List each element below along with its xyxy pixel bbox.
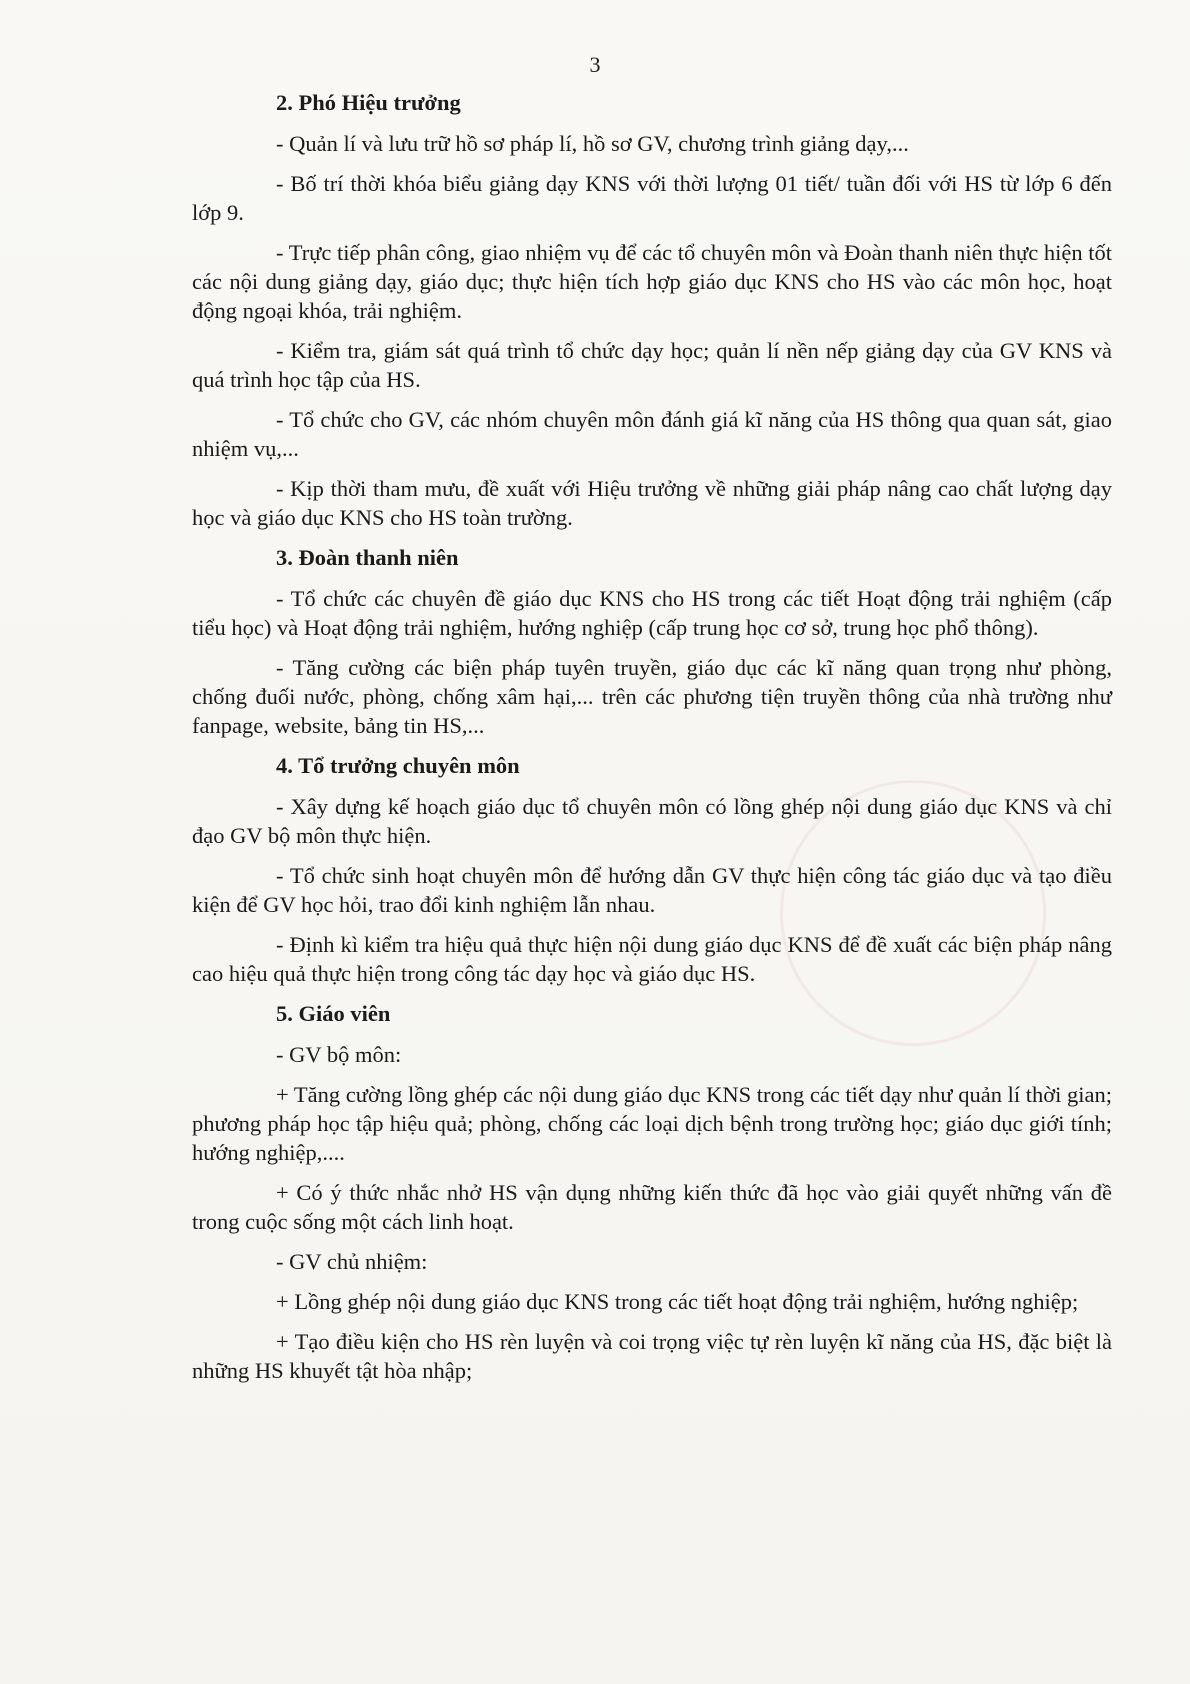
paragraph: - GV bộ môn: — [276, 1042, 402, 1067]
section-department-head — [192, 751, 1112, 988]
paragraph: + Lồng ghép nội dung giáo dục KNS trong các tiết hoạt động trải nghiệm, hướng nghiệp; — [276, 1289, 1079, 1314]
paragraph: + Tăng cường lồng ghép các nội dung giáo dục KNS trong các tiết dạy như quản lí thời gian; phương pháp học tập hiệu quả; phòng, chống các loại dịch bệnh trong trường học; giáo dục giới tính; hướng nghiệp,.... — [192, 1082, 1112, 1165]
page-number: 3 — [589, 52, 601, 77]
section-heading: 4. Tổ trưởng chuyên môn — [276, 753, 520, 778]
paragraph: - Bố trí thời khóa biểu giảng dạy KNS với thời lượng 01 tiết/ tuần đối với HS từ lớp 6 đến lớp 9. — [192, 171, 1112, 225]
paragraph: - Kịp thời tham mưu, đề xuất với Hiệu trưởng về những giải pháp nâng cao chất lượng dạy học và giáo dục KNS cho HS toàn trường. — [192, 476, 1112, 530]
paragraph: - Quản lí và lưu trữ hồ sơ pháp lí, hồ sơ GV, chương trình giảng dạy,... — [276, 131, 909, 156]
paragraph: - Định kì kiểm tra hiệu quả thực hiện nội dung giáo dục KNS để đề xuất các biện pháp nâng cao hiệu quả thực hiện trong công tác dạy học và giáo dục HS. — [192, 932, 1112, 986]
section-teachers — [192, 999, 1112, 1385]
paragraph: - GV chủ nhiệm: — [276, 1249, 428, 1274]
section-vice-principal — [192, 88, 1112, 532]
document-body — [192, 88, 1112, 1396]
paragraph: - Kiểm tra, giám sát quá trình tổ chức dạy học; quản lí nền nếp giảng dạy của GV KNS và quá trình học tập của HS. — [192, 338, 1112, 392]
section-heading: 2. Phó Hiệu trưởng — [276, 90, 461, 115]
paragraph: + Tạo điều kiện cho HS rèn luyện và coi trọng việc tự rèn luyện kĩ năng của HS, đặc biệt là những HS khuyết tật hòa nhập; — [192, 1329, 1112, 1383]
paragraph: - Xây dựng kế hoạch giáo dục tổ chuyên môn có lồng ghép nội dung giáo dục KNS và chỉ đạo GV bộ môn thực hiện. — [192, 794, 1112, 848]
paragraph: - Tổ chức các chuyên đề giáo dục KNS cho HS trong các tiết Hoạt động trải nghiệm (cấp tiểu học) và Hoạt động trải nghiệm, hướng nghiệp (cấp trung học cơ sở, trung học phổ thông). — [192, 586, 1112, 640]
section-heading: 5. Giáo viên — [276, 1001, 391, 1026]
paragraph: - Tổ chức sinh hoạt chuyên môn để hướng dẫn GV thực hiện công tác giáo dục và tạo điều kiện để GV học hỏi, trao đổi kinh nghiệm lẫn nhau. — [192, 863, 1112, 917]
section-youth-union — [192, 543, 1112, 740]
paragraph: - Tăng cường các biện pháp tuyên truyền, giáo dục các kĩ năng quan trọng như phòng, chống đuối nước, phòng, chống xâm hại,... trên các phương tiện truyền thông của nhà trường như fanpage, website, bảng tin HS,... — [192, 655, 1112, 738]
paragraph: + Có ý thức nhắc nhở HS vận dụng những kiến thức đã học vào giải quyết những vấn đề trong cuộc sống một cách linh hoạt. — [192, 1180, 1112, 1234]
paragraph: - Trực tiếp phân công, giao nhiệm vụ để các tổ chuyên môn và Đoàn thanh niên thực hiện tốt các nội dung giảng dạy, giáo dục; thực hiện tích hợp giáo dục KNS cho HS vào các môn học, hoạt động ngoại khóa, trải nghiệm. — [192, 240, 1112, 323]
paragraph: - Tổ chức cho GV, các nhóm chuyên môn đánh giá kĩ năng của HS thông qua quan sát, giao nhiệm vụ,... — [192, 407, 1112, 461]
section-heading: 3. Đoàn thanh niên — [276, 545, 459, 570]
